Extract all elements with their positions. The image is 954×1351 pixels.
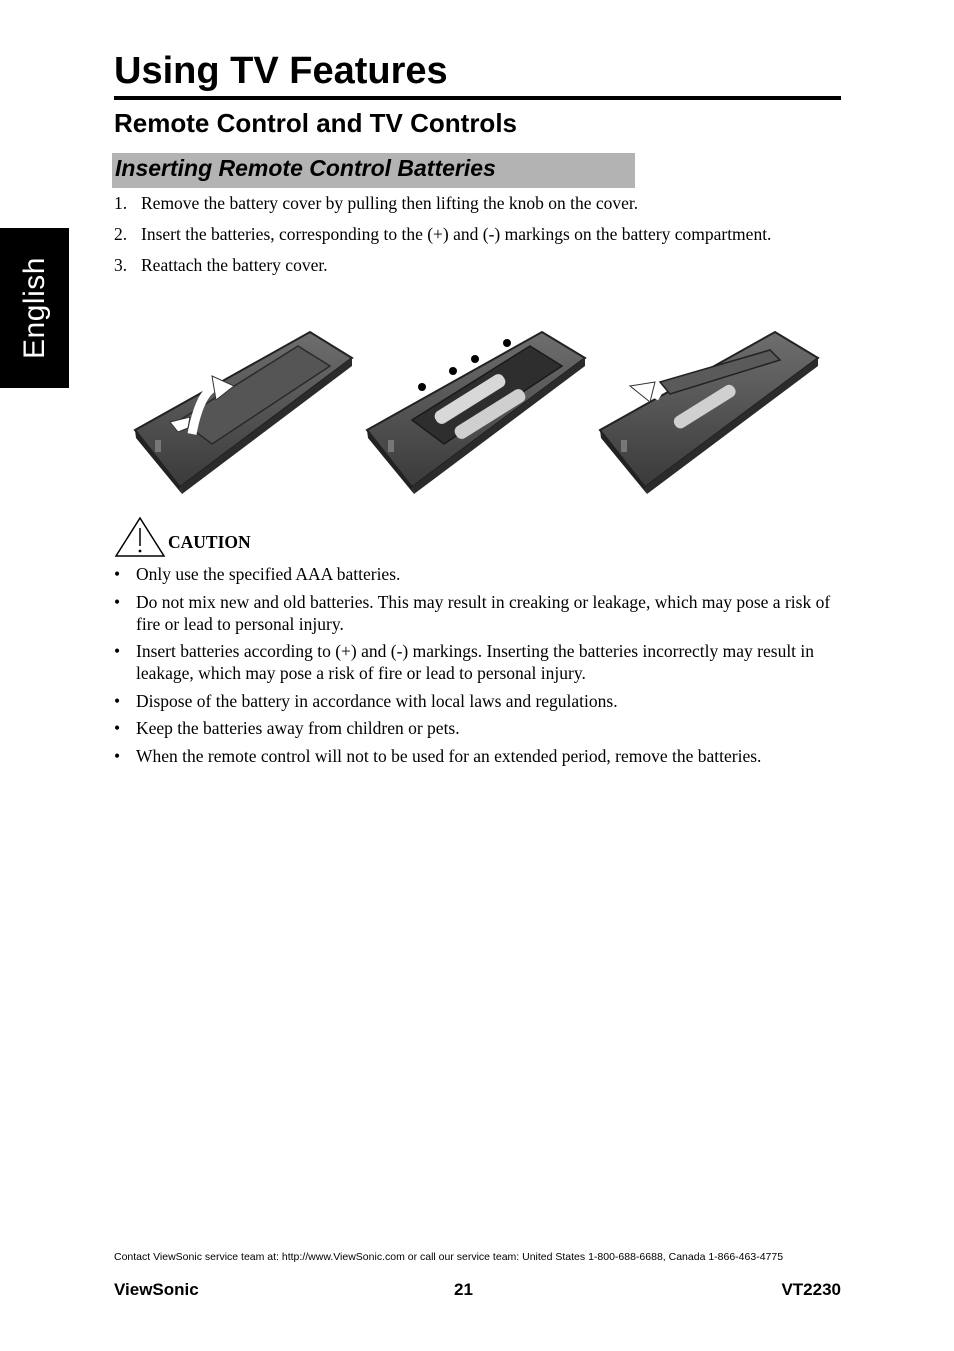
- caution-list: [114, 563, 842, 772]
- caution-item: • Do not mix new and old batteries. This may result in creaking or leakage, which may pose a risk of fire or lead to personal injury.: [114, 591, 842, 635]
- battery-installation-illustration: [130, 322, 830, 497]
- step-text: Insert the batteries, corresponding to the (+) and (-) markings on the battery compartment.: [141, 224, 772, 244]
- remote-cover-reattach-image: [600, 332, 818, 494]
- language-label: English: [17, 257, 51, 359]
- caution-item: • When the remote control will not to be used for an extended period, remove the batteries.: [114, 745, 842, 767]
- language-side-tab: [0, 228, 69, 388]
- footer-model: VT2230: [781, 1280, 841, 1299]
- title-divider: [114, 96, 841, 100]
- caution-item: • Insert batteries according to (+) and (-) markings. Inserting the batteries incorrectly may result in leakage, which may pose a risk of fire or lead to personal injury.: [114, 640, 842, 684]
- caution-item: • Only use the specified AAA batteries.: [114, 563, 842, 585]
- remote-cover-closed-image: [135, 332, 352, 494]
- page-number: 21: [454, 1280, 473, 1299]
- caution-item: • Keep the batteries away from children or pets.: [114, 717, 842, 739]
- subsection-title: Inserting Remote Control Batteries: [115, 155, 496, 181]
- contact-info: Contact ViewSonic service team at: http://www.ViewSonic.com or call our service team: United States 1-800-688-6688, Canada 1-866-463-4775: [114, 1251, 784, 1263]
- step-item: [114, 223, 834, 245]
- footer-brand: ViewSonic: [114, 1280, 199, 1299]
- step-item: [114, 192, 834, 214]
- page-footer: [114, 1279, 841, 1301]
- steps-list: [114, 192, 834, 285]
- subsection-banner: [112, 153, 635, 188]
- step-item: [114, 254, 834, 276]
- step-text: Remove the battery cover by pulling then lifting the knob on the cover.: [141, 193, 639, 213]
- remote-batteries-inserted-image: [367, 332, 585, 494]
- caution-item: • Dispose of the battery in accordance with local laws and regulations.: [114, 690, 842, 712]
- step-number: 2.: [114, 224, 128, 244]
- caution-label: CAUTION: [168, 532, 251, 552]
- warning-triangle-icon: [114, 516, 166, 558]
- step-number: 3.: [114, 255, 128, 275]
- page-title: Using TV Features: [114, 50, 448, 92]
- step-number: 1.: [114, 193, 128, 213]
- section-title: Remote Control and TV Controls: [114, 108, 517, 138]
- step-text: Reattach the battery cover.: [141, 255, 328, 275]
